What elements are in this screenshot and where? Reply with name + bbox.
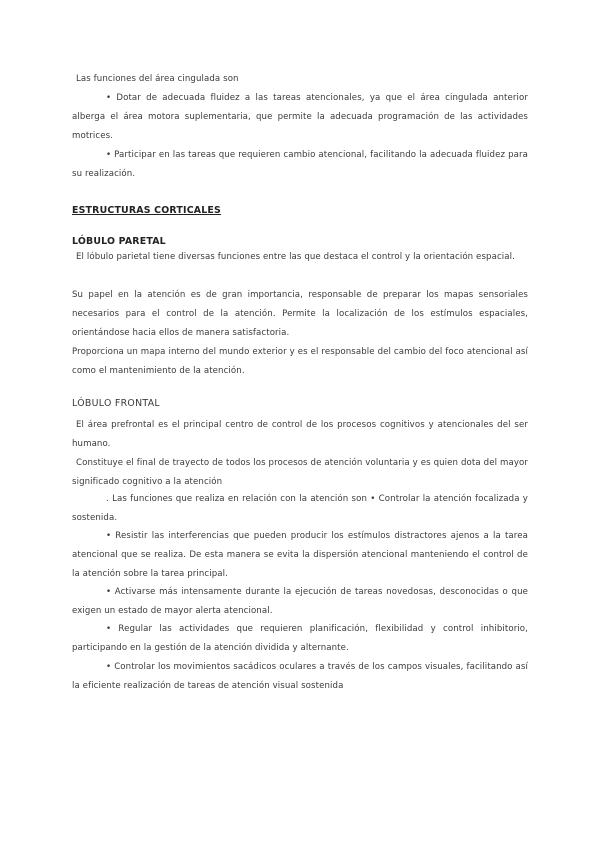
cingulate-bullet-1: • Dotar de adecuada fluidez a las tareas atencionales, ya que el área cingulada anterior alberga el área motora suplementaria, que permite la adecuada programación de las actividades motrices. — [72, 93, 528, 141]
frontal-bullet-4: • Regular las actividades que requieren planificación, flexibilidad y control inhibitorio, participando en la gestión de la atención dividida y alternante. — [72, 624, 528, 653]
frontal-bullet-2: • Resistir las interferencias que pueden producir los estímulos distractores ajenos a la tarea atencional que se realiza. De esta manera se evita la dispersión atencional manteniendo el control de la atención sobre la tarea principal. — [72, 531, 528, 579]
cingulate-bullet-2: • Participar en las tareas que requieren cambio atencional, facilitando la adecuada fluidez para su realización. — [72, 150, 528, 179]
frontal-heading: LÓBULO FRONTAL — [72, 398, 160, 409]
intro-text: Las funciones del área cingulada son — [76, 74, 239, 84]
parietal-paragraph-2: Su papel en la atención es de gran importancia, responsable de preparar los mapas sensoriales necesarios para el control de la atención. Permite la localización de los estímulos espaciales, orientándose hacia ellos de manera satisfactoria. — [72, 290, 528, 338]
frontal-bullet-5: • Controlar los movimientos sacádicos oculares a través de los campos visuales, facilitando así la eficiente realización de tareas de atención visual sostenida — [72, 662, 528, 691]
parietal-paragraph-3: Proporciona un mapa interno del mundo exterior y es el responsable del cambio del foco atencional así como el mantenimiento de la atención. — [72, 347, 528, 376]
frontal-paragraph-1: El área prefrontal es el principal centro de control de los procesos cognitivos y atencionales del ser humano. — [72, 420, 528, 449]
parietal-heading: LÓBULO PARETAL — [72, 236, 166, 247]
section-title: ESTRUCTURAS CORTICALES — [72, 205, 221, 216]
frontal-paragraph-2: Constituye el final de trayecto de todos los procesos de atención voluntaria y es quien dota del mayor significado cognitivo a la atención — [72, 458, 528, 487]
frontal-bullet-1: . Las funciones que realiza en relación con la atención son • Controlar la atención focalizada y sostenida. — [72, 494, 528, 523]
frontal-bullet-3: • Activarse más intensamente durante la ejecución de tareas novedosas, desconocidas o que exigen un estado de mayor alerta atencional. — [72, 587, 528, 616]
parietal-paragraph-1: El lóbulo parietal tiene diversas funciones entre las que destaca el control y la orientación espacial. — [76, 252, 515, 262]
